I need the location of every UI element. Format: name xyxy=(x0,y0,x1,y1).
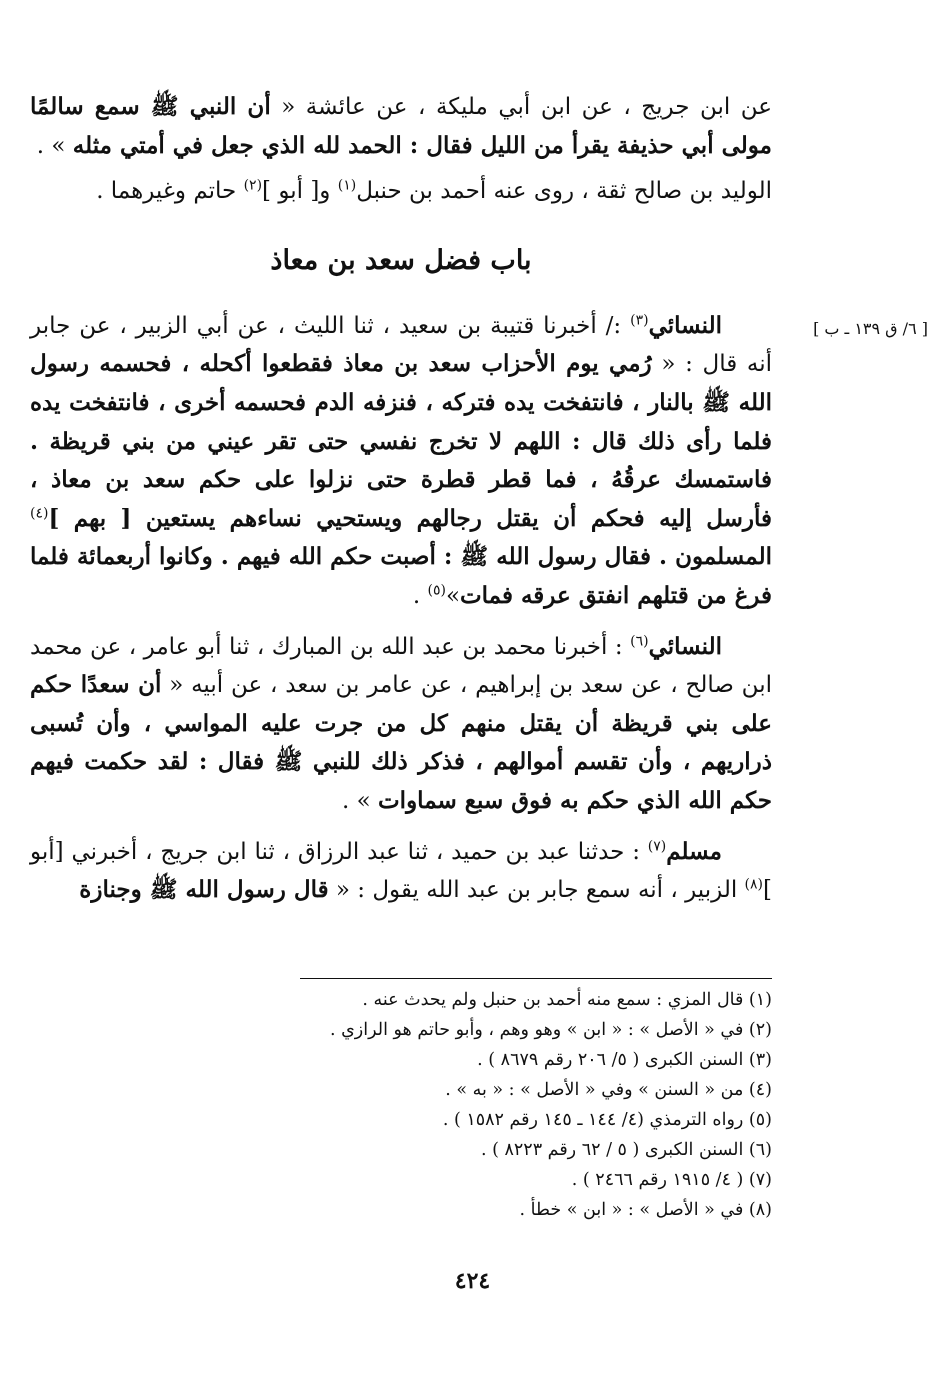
footnote-1: (١) قال المزي : سمع منه أحمد بن حنبل ولم يحدث عنه . xyxy=(362,990,772,1010)
hadith-1-tail: . xyxy=(412,582,428,609)
narrator-note xyxy=(30,173,772,211)
intro-chain: عن ابن جريج ، عن ابن أبي مليكة ، عن عائشة « xyxy=(270,94,772,120)
page-number: ٤٢٤ xyxy=(454,1268,491,1294)
manuscript-margin-note: [ ٦/ ق ١٣٩ ـ ب ] xyxy=(813,319,928,338)
footnote-ref-6[interactable]: (٦) xyxy=(630,632,649,649)
narrator-note-mid: و[ أبو ] xyxy=(262,178,338,205)
intro-paragraph xyxy=(30,88,772,165)
hadith-3 xyxy=(30,833,772,910)
hadith-1-text-b: المسلمون . فقال رسول الله ﷺ : أصبت حكم الله فيهم . وكانوا أربعمائة فلما فرغ من قتلهم انفتق عرقه فمات xyxy=(30,543,772,609)
footnote-ref-7[interactable]: (٧) xyxy=(647,837,667,854)
hadith-1-end: » xyxy=(445,582,461,609)
hadith-1 xyxy=(30,307,772,616)
main-text xyxy=(30,88,772,910)
narrator-note-end: حاتم وغيرهما . xyxy=(96,178,244,205)
footnotes xyxy=(300,985,772,1225)
hadith-3-text: قال رسول الله ﷺ وجنازة xyxy=(79,876,329,904)
footnote-2: (٢) في « الأصل » : « ابن » وهو وهم ، وأبو حاتم هو الرازي . xyxy=(329,1020,772,1040)
hadith-3-source: مسلم xyxy=(666,837,722,865)
footnote-divider xyxy=(300,978,772,979)
hadith-3-chain-2: الزبير ، أنه سمع جابر بن عبد الله يقول : « xyxy=(328,877,745,904)
hadith-2 xyxy=(30,628,772,821)
footnote-7: (٧) ( ٤/ ١٩١٥ رقم ٢٤٦٦ ) . xyxy=(571,1170,772,1190)
intro-hadith-text: أن النبي ﷺ سمع سالمًا مولى أبي حذيفة يقرأ من الليل فقال : الحمد لله الذي جعل في أمتي مثله xyxy=(30,93,772,159)
hadith-1-chain: :/ أخبرنا قتيبة بن سعيد ، ثنا الليث ، عن أبي الزبير ، عن جابر أنه قال : « xyxy=(30,312,772,378)
footnote-4: (٤) من « السنن » وفي « الأصل » : « به » . xyxy=(445,1080,772,1100)
chapter-heading: باب فضل سعد بن معاذ xyxy=(270,244,532,276)
footnote-ref-5[interactable]: (٥) xyxy=(427,582,446,599)
footnote-5: (٥) رواه الترمذي (٤/ ١٤٤ ـ ١٤٥ رقم ١٥٨٢ ) . xyxy=(442,1110,772,1130)
hadith-3-chain: : حدثنا عبد بن حميد ، ثنا عبد الرزاق ، ثنا ابن جريج ، أخبرني [أبو ] xyxy=(30,838,772,904)
hadith-2-chain: : أخبرنا محمد بن عبد الله بن المبارك ، ثنا أبو عامر ، عن محمد ابن صالح ، عن سعد بن إبراهيم ، عن عامر بن سعد ، عن أبيه « xyxy=(30,633,772,699)
footnote-ref-8[interactable]: (٨) xyxy=(744,876,764,893)
hadith-2-source: النسائي xyxy=(648,632,722,660)
footnote-ref-3[interactable]: (٣) xyxy=(630,312,649,329)
footnote-ref-4[interactable]: (٤) xyxy=(30,505,49,522)
narrator-note-text: الوليد بن صالح ثقة ، روى عنه أحمد بن حنبل xyxy=(356,178,772,205)
hadith-1-source: النسائي xyxy=(648,311,722,339)
footnote-6: (٦) السنن الكبرى ( ٥ / ٦٢ رقم ٨٢٢٣ ) . xyxy=(480,1140,772,1160)
hadith-1-text-a: رُمي يوم الأحزاب سعد بن معاذ فقطعوا أكحله ، فحسمه رسول الله ﷺ بالنار ، فانتفخت يده فتركه ، فنزفه الدم فحسمه أخرى ، فانتفخت يده فلما رأى ذلك قال : اللهم لا تخرج نفسي حتى تقر عيني من بني قريظة . فاستمسك عرقُهُ ، فما قطر قطرة حتى نزلوا على حكم سعد بن معاذ ، فأرسل إليه فحكم أن يقتل رجالهم ويستحيي نساءهم يستعين [ بهم ] xyxy=(30,350,772,532)
hadith-2-end: » . xyxy=(342,787,379,814)
footnote-ref-1[interactable]: (١) xyxy=(337,177,357,194)
footnote-3: (٣) السنن الكبرى ( ٥/ ٢٠٦ رقم ٨٦٧٩ ) . xyxy=(477,1050,772,1070)
footnote-ref-2[interactable]: (٢) xyxy=(243,177,263,194)
hadith-2-text: أن سعدًا حكم على بني قريظة أن يقتل منهم كل من جرت عليه المواسي ، وأن تُسبى ذراريهم ، وأن تقسم أموالهم ، فذكر ذلك للنبي ﷺ فقال : لقد حكمت فيهم حكم الله الذي حكم به فوق سبع سماوات xyxy=(30,671,772,814)
footnote-8: (٨) في « الأصل » : « ابن » خطأ . xyxy=(519,1200,772,1220)
intro-end: » . xyxy=(36,132,73,159)
